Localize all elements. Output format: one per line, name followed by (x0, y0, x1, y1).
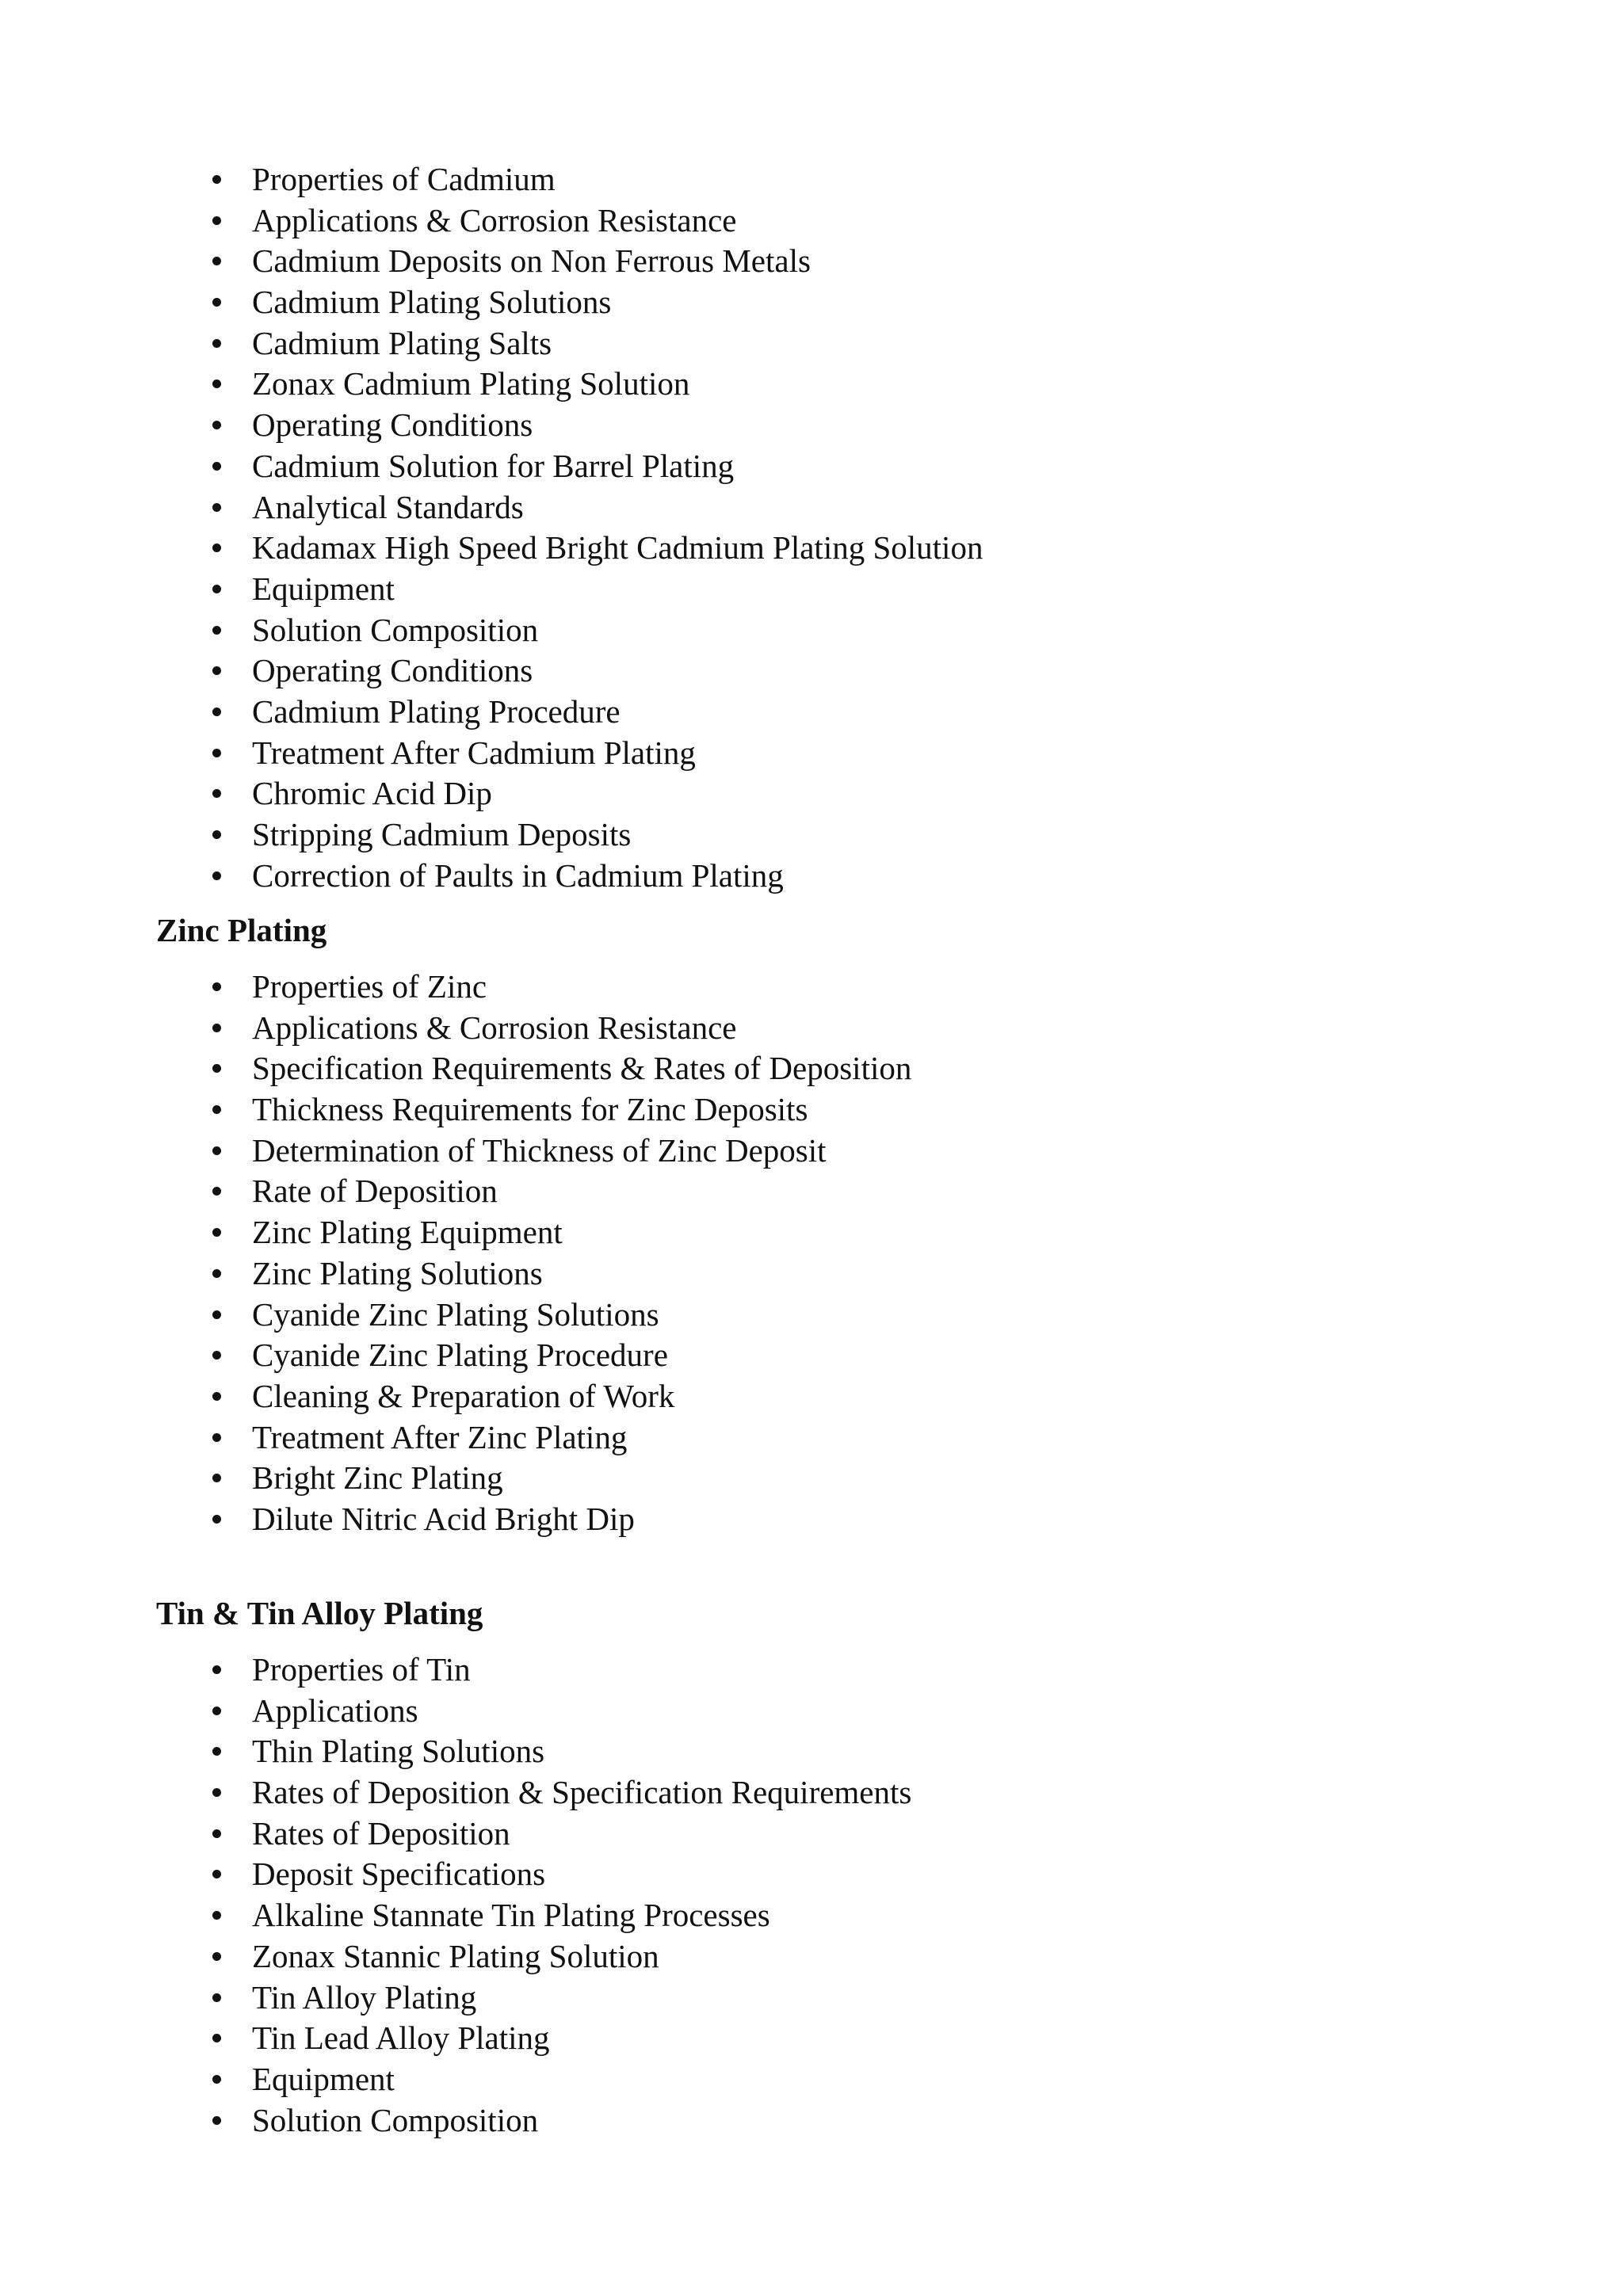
bullet-icon (212, 1351, 221, 1360)
bullet-icon (212, 1788, 221, 1797)
bullet-icon (212, 1474, 221, 1482)
bullet-icon (212, 421, 221, 429)
bullet-icon (212, 982, 221, 991)
bullet-icon (212, 1433, 221, 1442)
bullet-icon (212, 503, 221, 512)
bullet-icon (212, 1665, 221, 1674)
bullet-icon (212, 543, 221, 552)
bullet-icon (212, 1064, 221, 1073)
bullet-icon (212, 339, 221, 348)
bullet-icon (212, 1024, 221, 1032)
bullet-icon (212, 871, 221, 880)
bullet-icon (212, 1392, 221, 1401)
bullet-icon (212, 1515, 221, 1524)
bullet-icon (212, 1187, 221, 1196)
bullet-icon (212, 830, 221, 839)
bullet-icon (212, 585, 221, 593)
bullet-icon (212, 216, 221, 225)
bullet-icon (212, 1993, 221, 2002)
bullet-icon (212, 1105, 221, 1114)
bullet-icon (212, 298, 221, 307)
bullet-icon (212, 2034, 221, 2042)
bullet-icon (212, 1146, 221, 1155)
bullet-icon (212, 1707, 221, 1715)
section-heading: Tin & Tin Alloy Plating (156, 1595, 483, 1631)
bullet-icon (212, 1870, 221, 1878)
bullet-icon (212, 1269, 221, 1278)
bullet-icon (212, 2116, 221, 2125)
bullet-icon (212, 1310, 221, 1319)
bullet-icon (212, 1952, 221, 1961)
bullet-icon (212, 379, 221, 388)
document-page: Properties of Cadmium Applications & Corrosion Resistance Cadmium Deposits on Non Ferrous Metals Cadmium Plating Solutions Cadmium Plating Salts Zonax Cadmium Plating Solution Operating Conditions Cadmium Solution for Barrel Plating Analytical Standards Kadamax High Speed Bright Cadmium Plating Solution Equipment Solution Composition Operating Conditions Cadmium Plating Procedure Treatment After Cadmium Plating Chromic Acid Dip Stripping Cadmium Deposits Correction of Paults in Cadmium Plating Zinc Plating Properties of Zinc Applications & Corrosion Resistance Specification Requirements & Rates of Deposition Thickness Requirements for Zinc Deposits Determination of Thickness of Zinc Deposit Rate of Deposition Zinc Plating Equipment Zinc Plating Solutions Cyanide Zinc Plating Solutions Cyanide Zinc Plating Procedure Cleaning & Preparation of Work Treatment After Zinc Plating Bright Zinc Plating Dilute Nitric Acid Bright Dip Tin & Tin Alloy Plating Properties of Tin Applications Thin Plating Solutions Rates of Deposition & Specification Requirements Rates of Deposition Deposit Specifications Alkaline Stannate Tin Plating Processes Zonax Stannic Plating Solution Tin Alloy Plating Tin Lead Alloy Plating Equipment Solution Composition (156, 161, 983, 2138)
bullet-icon (212, 175, 221, 184)
bullet-icon (212, 1911, 221, 1920)
bullet-icon (212, 666, 221, 675)
bullet-icon (212, 1228, 221, 1237)
bullet-icon (212, 789, 221, 798)
section-heading: Zinc Plating (156, 912, 327, 948)
bullet-icon (212, 707, 221, 716)
bullet-icon (212, 1747, 221, 1756)
bullet-icon (212, 749, 221, 757)
bullet-icon (212, 1829, 221, 1838)
bullet-icon (212, 257, 221, 265)
bullet-icon (212, 2075, 221, 2084)
bullet-icon (212, 462, 221, 471)
bullet-icon (212, 626, 221, 635)
